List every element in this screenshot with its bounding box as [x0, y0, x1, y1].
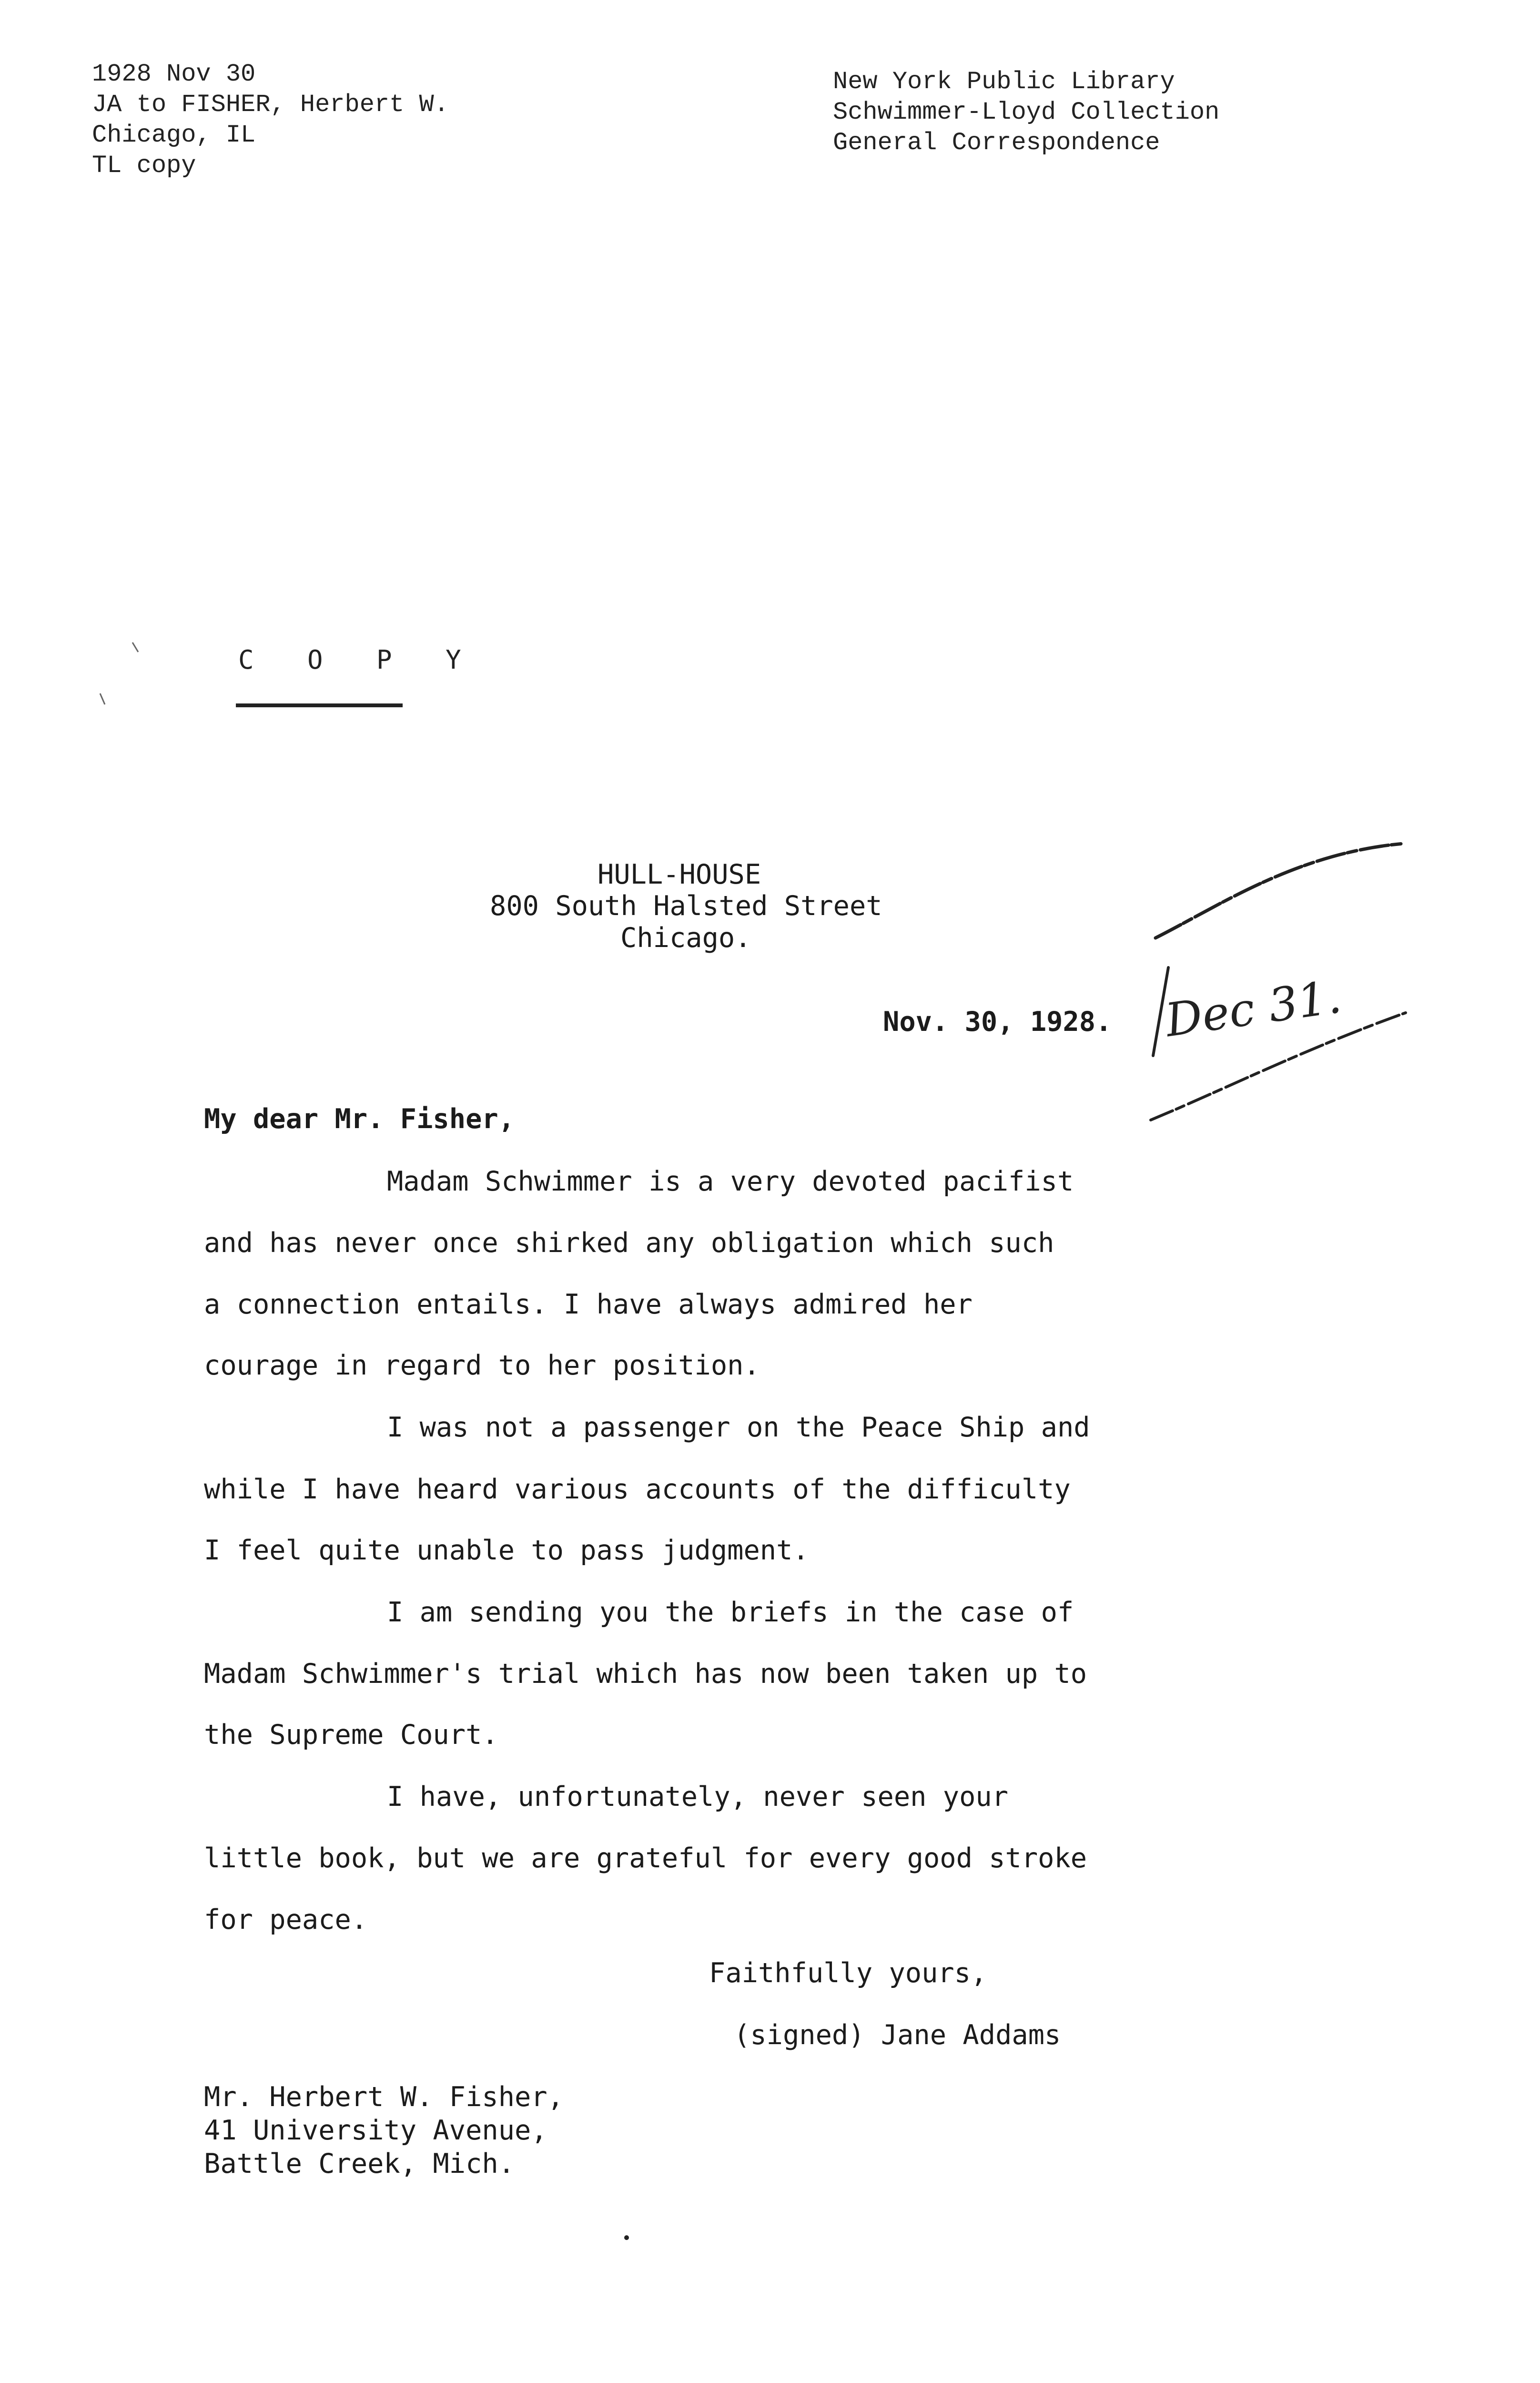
- copy-label: C O P Y: [238, 645, 480, 675]
- salutation: My dear Mr. Fisher,: [204, 1103, 515, 1135]
- letterhead-street: 800 South Halsted Street: [490, 890, 882, 922]
- recipient-street: 41 University Avenue,: [204, 2115, 547, 2146]
- collection-series: General Correspondence: [833, 129, 1160, 157]
- stray-dot: [624, 2235, 629, 2240]
- collection-library: New York Public Library: [833, 68, 1175, 96]
- body-line-3: a connection entails. I have always admired her: [204, 1289, 973, 1320]
- body-line-1: Madam Schwimmer is a very devoted pacifist: [387, 1166, 1074, 1197]
- letter-date: Nov. 30, 1928.: [883, 1006, 1112, 1038]
- body-line-2: and has never once shirked any obligation which such: [204, 1227, 1054, 1259]
- recipient-city: Battle Creek, Mich.: [204, 2148, 515, 2179]
- catalog-place: Chicago, IL: [92, 121, 256, 149]
- handwritten-annotation: Dec 31.: [1162, 969, 1345, 1048]
- pencil-slash: [1153, 967, 1168, 1056]
- body-line-11: I have, unfortunately, never seen your: [387, 1781, 1009, 1813]
- signature-line: (signed) Jane Addams: [734, 2019, 1061, 2051]
- letterhead-city: Chicago.: [620, 922, 751, 954]
- collection-name: Schwimmer-Lloyd Collection: [833, 98, 1220, 126]
- catalog-format: TL copy: [92, 152, 196, 180]
- closing: Faithfully yours,: [709, 1957, 987, 1989]
- body-line-9: Madam Schwimmer's trial which has now been taken up to: [204, 1658, 1087, 1690]
- body-line-13: for peace.: [204, 1904, 368, 1935]
- pencil-stroke-lower: [1151, 1013, 1406, 1120]
- stray-mark-left-2: [100, 693, 105, 704]
- body-line-8: I am sending you the briefs in the case of: [387, 1597, 1074, 1628]
- pencil-stroke-upper: [1155, 844, 1403, 938]
- catalog-correspondents: JA to FISHER, Herbert W.: [92, 91, 449, 119]
- body-line-7: I feel quite unable to pass judgment.: [204, 1535, 809, 1566]
- body-line-4: courage in regard to her position.: [204, 1350, 760, 1381]
- letterhead-name: HULL-HOUSE: [598, 859, 761, 890]
- body-line-10: the Supreme Court.: [204, 1719, 498, 1751]
- body-line-6: while I have heard various accounts of the difficulty: [204, 1474, 1071, 1505]
- recipient-name: Mr. Herbert W. Fisher,: [204, 2081, 564, 2113]
- body-line-5: I was not a passenger on the Peace Ship and: [387, 1412, 1090, 1443]
- stray-mark-left-1: [132, 642, 138, 652]
- catalog-date: 1928 Nov 30: [92, 60, 256, 88]
- body-line-12: little book, but we are grateful for every good stroke: [204, 1843, 1087, 1874]
